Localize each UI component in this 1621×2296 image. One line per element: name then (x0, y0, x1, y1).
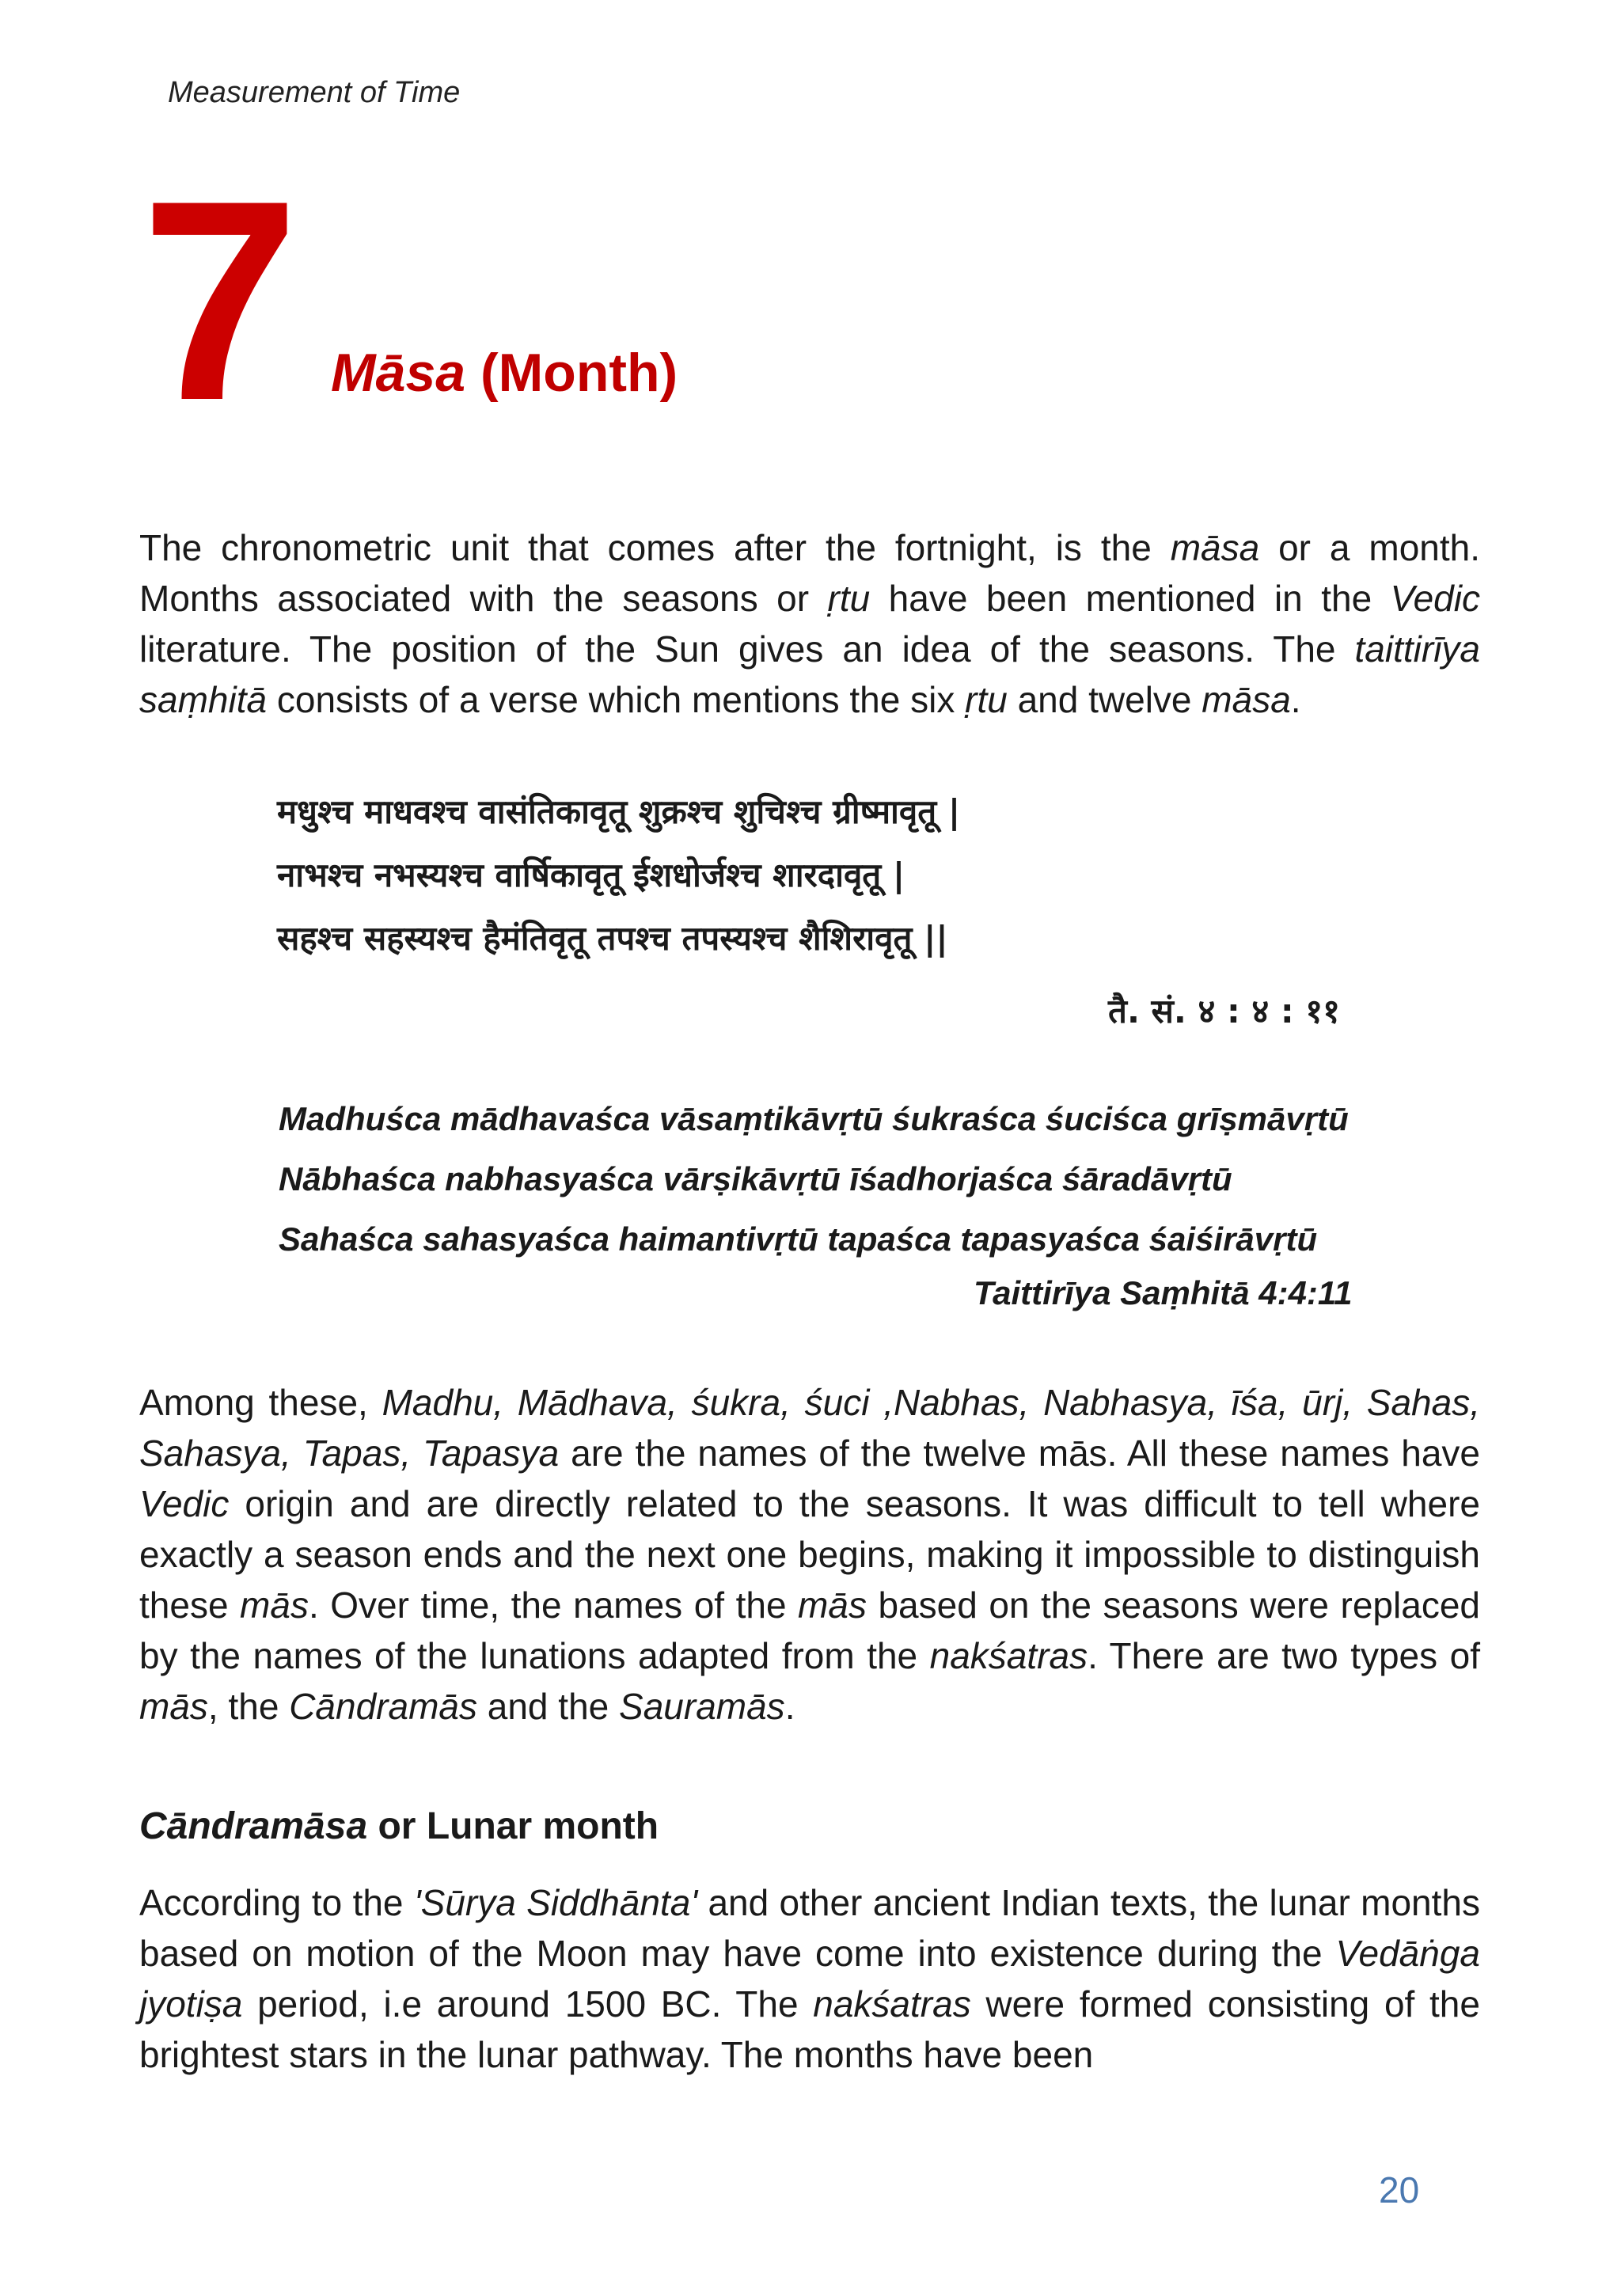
verse-devanagari-reference: तै. सं. ४ : ४ : ११ (1108, 992, 1340, 1030)
verse-devanagari-line-3: सहश्च सहस्यश्च हैमंतिवृतू तपश्च तपस्यश्च शैशिरावृतू || (277, 919, 948, 958)
verse-transliteration-line-3: Sahaśca sahasyaśca haimantivṛtū tapaśca tapasyaśca śaiśirāvṛtū (279, 1220, 1318, 1258)
running-head: Measurement of Time (168, 76, 461, 109)
chapter-title (331, 342, 678, 404)
verse-transliteration-line-2: Nābhaśca nabhasyaśca vārṣikāvṛtū īśadhorjaśca śāradāvṛtū (279, 1160, 1232, 1197)
section-heading (139, 1805, 659, 1848)
month-names-paragraph: Among these, Madhu, Mādhava, śukra, śuci ,Nabhas, Nabhasya, īśa, ūrj, Sahas, Sahasya, Tapas, Tapasya are the names of the twelve mās. All these names have Vedic origin and are directly related to the seasons. It was difficult to tell where exactly a season ends and the next one begins, making it impossible to distinguish these mās. Over time, the names of the mās based on the seasons were replaced by the names of the lunations adapted from the nakśatras. There are two types of mās, the Cāndramās and the Sauramās. (139, 1382, 1481, 1727)
verse-transliteration-line-1: Madhuśca mādhavaśca vāsaṃtikāvṛtū śukraśca śuciśca grīṣmāvṛtū (279, 1100, 1349, 1137)
section-heading-rest: or Lunar month (367, 1805, 659, 1847)
section-heading-italic: Cāndramāsa (139, 1805, 368, 1847)
verse-transliteration-reference: Taittirīya Saṃhitā 4:4:11 (974, 1274, 1353, 1311)
intro-paragraph: The chronometric unit that comes after the fortnight, is the māsa or a month. Months associated with the seasons or ṛtu have been mentioned in the Vedic literature. The position of the Sun gives an idea of the seasons. The taittirīya saṃhitā consists of a verse which mentions the six ṛtu and twelve māsa. (139, 527, 1481, 720)
verse-devanagari-line-1: मधुश्च माधवश्च वासंतिकावृतू शुक्रश्च शुचिश्च ग्रीष्मावृतू | (277, 792, 961, 831)
verse-devanagari-line-2: नाभश्च नभस्यश्च वार्षिकावृतू ईशधोर्जश्च शारदावृतू | (277, 856, 905, 894)
page-number: 20 (1379, 2169, 1420, 2211)
chapter-number: 7 (141, 142, 292, 460)
chapter-title-rest: (Month) (465, 343, 678, 403)
lunar-month-paragraph: According to the 'Sūrya Siddhānta' and other ancient Indian texts, the lunar months based on motion of the Moon may have come into existence during the Vedāṅga jyotiṣa period, i.e around 1500 BC. The nakśatras were formed consisting of the brightest stars in the lunar pathway. The months have been (139, 1882, 1481, 2075)
chapter-title-italic: Māsa (331, 343, 466, 403)
